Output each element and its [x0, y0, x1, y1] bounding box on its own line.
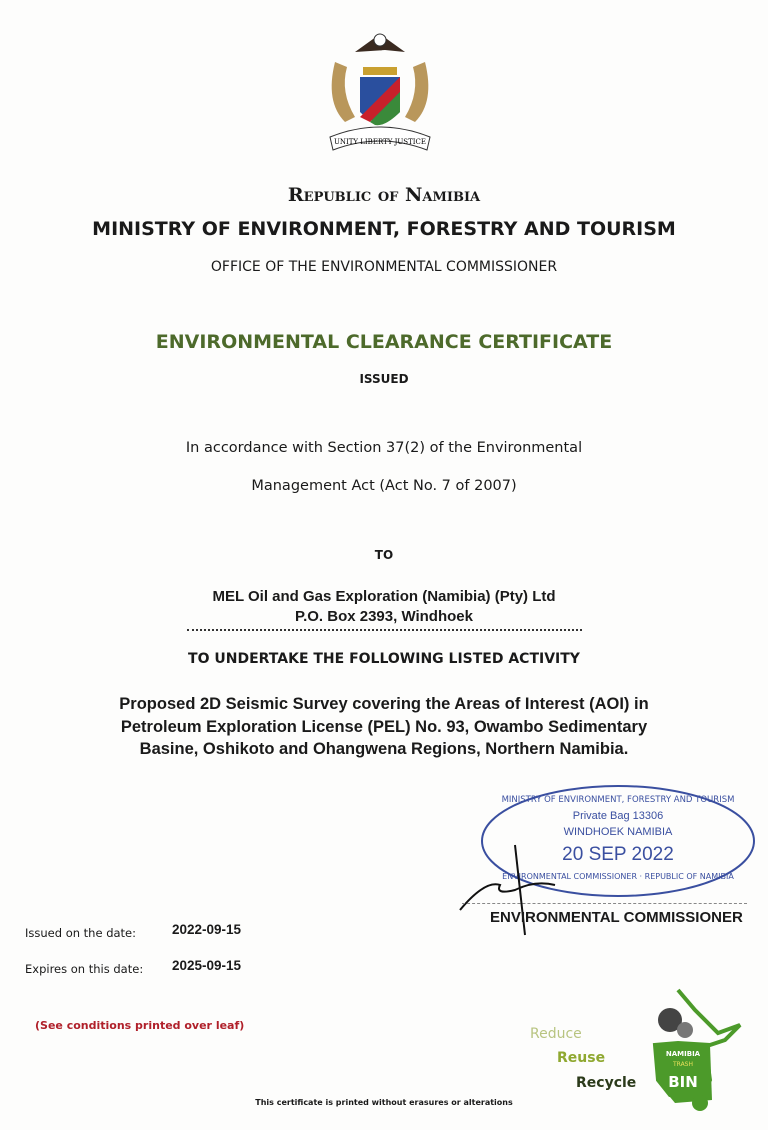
stamp-ring-top: MINISTRY OF ENVIRONMENT, FORESTRY AND TOURISM — [501, 795, 735, 805]
expires-label: Expires on this date: — [25, 962, 144, 976]
issued-label: Issued on the date: — [25, 926, 137, 940]
certificate-title: ENVIRONMENTAL CLEARANCE CERTIFICATE — [155, 331, 613, 353]
conditions-note: (See conditions printed over leaf) — [35, 1019, 245, 1032]
stamp-ring-bottom: ENVIRONMENTAL COMMISSIONER · REPUBLIC OF NAMIBIA — [502, 872, 734, 881]
svg-text:BIN: BIN — [668, 1073, 698, 1091]
reduce-text: Reduce — [530, 1026, 582, 1042]
signatory-title: ENVIRONMENTAL COMMISSIONER — [490, 909, 743, 926]
footer-note: This certificate is printed without erasures or alterations — [255, 1098, 513, 1107]
svg-text:TRASH: TRASH — [672, 1061, 694, 1068]
issued-date: 2022-09-15 — [172, 922, 242, 937]
activity-line-1: Proposed 2D Seismic Survey covering the Areas of Interest (AOI) in — [119, 695, 649, 713]
coat-of-arms-icon — [315, 22, 445, 162]
undertake-heading: TO UNDERTAKE THE FOLLOWING LISTED ACTIVITY — [188, 651, 580, 667]
stamp-city: WINDHOEK NAMIBIA — [563, 826, 673, 838]
expires-date: 2025-09-15 — [172, 958, 242, 973]
section-text-1: In accordance with Section 37(2) of the Environmental — [185, 440, 583, 456]
office-heading: OFFICE OF THE ENVIRONMENTAL COMMISSIONER — [210, 259, 558, 275]
company-name: MEL Oil and Gas Exploration (Namibia) (Pty) Ltd — [212, 588, 556, 605]
reuse-text: Reuse — [557, 1050, 606, 1066]
status-label: ISSUED — [359, 372, 409, 386]
republic-heading: Republic of Namibia — [287, 184, 481, 206]
stamp-bag: Private Bag 13306 — [572, 810, 664, 822]
dotted-divider — [187, 629, 582, 631]
company-address: P.O. Box 2393, Windhoek — [295, 608, 473, 625]
svg-text:NAMIBIA: NAMIBIA — [665, 1050, 701, 1058]
svg-text:UNITY LIBERTY JUSTICE: UNITY LIBERTY JUSTICE — [333, 138, 427, 146]
section-text-2: Management Act (Act No. 7 of 2007) — [251, 478, 517, 494]
signature-line — [462, 903, 747, 904]
activity-line-3: Basine, Oshikoto and Ohangwena Regions, Northern Namibia. — [139, 740, 629, 758]
ministry-heading: MINISTRY OF ENVIRONMENT, FORESTRY AND TOURISM — [92, 218, 676, 240]
recycle-text: Recycle — [576, 1075, 637, 1091]
stamp-date: 20 SEP 2022 — [562, 844, 674, 865]
activity-line-2: Petroleum Exploration License (PEL) No. 93, Owambo Sedimentary — [120, 718, 648, 736]
to-label: TO — [374, 548, 394, 562]
